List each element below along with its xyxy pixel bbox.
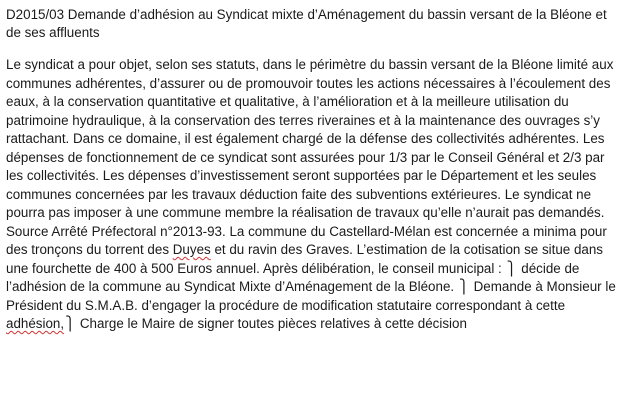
paragraph-spacer bbox=[6, 42, 616, 56]
spellcheck-word-adhesion[interactable]: adhésion, bbox=[6, 316, 65, 331]
paragraph-text-4: Demande à Monsieur le Président du S.M.A.B. d’engager la procédure de modification statutaire correspondant à cette bbox=[6, 279, 616, 313]
document-page bbox=[6, 6, 616, 334]
paragraph-text-3: décide de l’adhésion de la commune au Syndicat Mixte d’Aménagement de la Bléone. bbox=[6, 260, 580, 294]
spellcheck-word-duyes[interactable]: Duyes bbox=[172, 242, 211, 257]
body-paragraph bbox=[6, 56, 616, 334]
paragraph-text-5: Charge le Maire de signer toutes pièces relatives à cette décision bbox=[76, 316, 467, 331]
paragraph-text-2: et du ravin des Graves. L’estimation de la cotisation se situe dans une fourchette de 400 à 500 Euros annuel. Après délibération, le conseil municipal : bbox=[6, 242, 603, 276]
paragraph-text-1: Le syndicat a pour objet, selon ses statuts, dans le périmètre du bassin versant de la Bléone limité aux communes adhérentes, d’assurer ou de promouvoir toutes les actions nécessaires à l’écoulement des eaux, à la conservation quantitative et qualitative, à l’amélioration et à la meilleure utilisation du patrimoine hydraulique, à la conservation des terres riveraines et à la maintenance des ouvrages s’y rattachant. Dans ce domaine, il est également chargé de la défense des collectivités adhérentes. Les dépenses de fonctionnement de ce syndicat sont assurées pour 1/3 par le Conseil Général et 2/3 par les collectivités. Les dépenses d’investissement seront supportées par le Département et les seules communes concernées par les travaux déduction faite des subventions extérieures. Le syndicat ne pourra pas imposer à une commune membre la réalisation de travaux qu’elle n’aurait pas demandés. Source Arrêté Préfectoral n°2013-93. La commune du Castellard-Mélan est concernée a minima pour des tronçons du torrent des bbox=[6, 57, 614, 257]
bullet-icon: ⎫ bbox=[458, 279, 469, 294]
document-title: D2015/03 Demande d’adhésion au Syndicat mixte d’Aménagement du bassin versant de la Bléone et de ses affluents bbox=[6, 7, 607, 40]
bullet-icon: ⎫ bbox=[506, 260, 517, 276]
bullet-icon: ⎫ bbox=[65, 316, 76, 331]
